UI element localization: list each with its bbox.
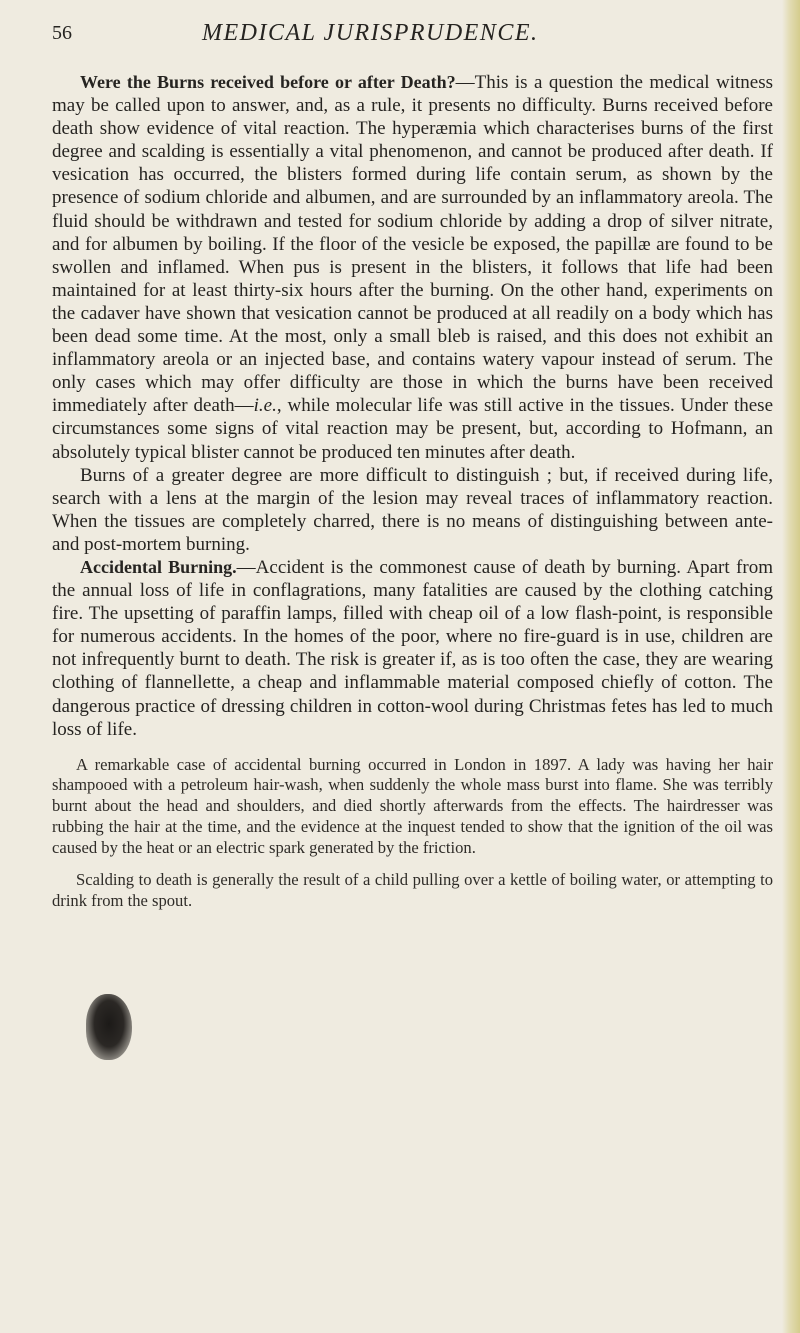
paragraph-accidental-burning	[52, 556, 773, 741]
page-body	[52, 71, 773, 912]
paragraph-text: —Accident is the commonest cause of death by burning. Apart from the annual loss of life in conflagrations, many fatalities are caused by the clothing catching fire. The upsetting of paraffin lamps, filled with cheap oil of a low flash-point, is responsible for numerous accidents. In the homes of the poor, where no fire-guard is in use, children are not infrequently burnt to death. The risk is greater if, as is too often the case, they are wearing clothing of flannellette, a cheap and inflammable material composed chiefly of cotton. The dangerous practice of dressing children in cotton-wool during Christmas fetes has led to much loss of life.	[52, 556, 773, 740]
section-heading-accidental-burning: Accidental Burning.	[80, 556, 237, 577]
section-heading-burns-before-after-death: Were the Burns received before or after Death?	[80, 72, 456, 92]
paragraph-greater-degree-burns	[52, 464, 773, 556]
ink-blot-stain	[86, 994, 132, 1060]
running-title: MEDICAL JURISPRUDENCE.	[202, 20, 539, 46]
page-header	[52, 18, 782, 52]
case-note-london-1897: A remarkable case of accidental burning occurred in London in 1897. A lady was having her hair shampooed with a petroleum hair-wash, when suddenly the whole mass burst into flame. She was terribly burnt about the head and shoulders, and died shortly afterwards from the effects. The hairdresser was rubbing the hair at the time, and the evidence at the inquest tended to show that the ignition of the oil was caused by the heat or an electric spark generated by the friction.	[52, 754, 773, 857]
paragraph-text: —This is a question the medical witness may be called upon to answer, and, as a rule, it presents no difficulty. Burns received before death show evidence of vital reaction. The hyperæmia which characterises burns of the first degree and scalding is essentially a vital phenomenon, and cannot be produced after death. If vesication has occurred, the blisters formed during life contain serum, as shown by the presence of sodium chloride and albumen, and are surrounded by an inflammatory areola. The fluid should be withdrawn and tested for sodium chloride by adding a drop of silver nitrate, and for albumen by boiling. If the floor of the vesicle be exposed, the papillæ are found to be swollen and inflamed. When pus is present in the blisters, it follows that life had been maintained for at least thirty-six hours after the burning. On the other hand, experiments on the cadaver have shown that vesication cannot be produced at all readily on a body which has been dead some time. At the most, only a small bleb is raised, and this does not exhibit an inflammatory areola or an injected base, and contains watery vapour instead of serum. The only cases which may offer difficulty are those in which the burns have been received immediately after death—	[52, 72, 774, 417]
paragraph-text-continued: , while molecular life was still active in the tissues. Under these circumstances some signs of vital reaction may be present, but, according to Hofmann, an absolutely typical blister cannot be produced ten minutes after death.	[52, 395, 773, 463]
case-note-scalding: Scalding to death is generally the result of a child pulling over a kettle of boiling water, or attempting to drink from the spout.	[52, 870, 773, 910]
paragraph-text: Burns of a greater degree are more difficult to distinguish ; but, if received during life, search with a lens at the margin of the lesion may reveal traces of inflammatory reaction. When the tissues are completely charred, there is no means of distinguishing between ante- and post-mortem burning.	[52, 464, 773, 555]
italic-abbreviation: i.e.	[253, 395, 277, 417]
page-number: 56	[52, 22, 72, 44]
page-edge	[782, 0, 800, 1333]
case-notes	[52, 755, 773, 912]
paragraph-burns-before-after-death	[52, 71, 773, 464]
